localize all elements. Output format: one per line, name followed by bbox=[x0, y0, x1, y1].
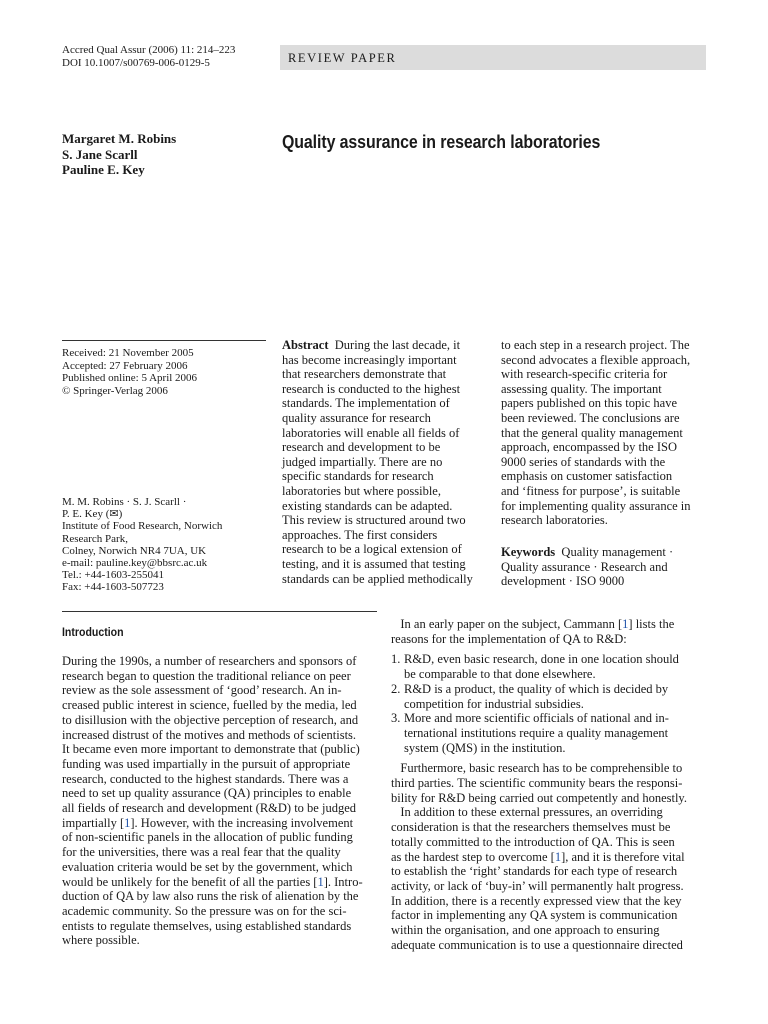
paper-title: Quality assurance in research laboratories bbox=[282, 131, 601, 152]
abstract-line: research and development to be bbox=[282, 440, 441, 455]
list-item-cont: ternational institutions require a quality management bbox=[404, 725, 669, 740]
affiliation-line: Colney, Norwich NR4 7UA, UK bbox=[62, 544, 207, 557]
abstract-column-2 bbox=[501, 338, 691, 528]
abstract-line: papers published on this topic have bbox=[501, 396, 678, 411]
abstract-label: Abstract bbox=[282, 338, 329, 352]
body-line: In addition to these external pressures, an overriding bbox=[400, 805, 663, 820]
article-type-label: REVIEW PAPER bbox=[288, 51, 397, 65]
abstract-line: emphasis on customer satisfaction bbox=[501, 469, 673, 484]
abstract-line: laboratories will enable all fields of bbox=[282, 425, 460, 440]
abstract-line: research to be a logical extension of bbox=[282, 542, 462, 557]
abstract-text: During the last decade, it bbox=[334, 338, 461, 352]
body-line: During the 1990s, a number of researchers and sponsors of bbox=[62, 654, 357, 668]
abstract-line: testing, and it is assumed that testing bbox=[282, 556, 466, 571]
body-line: totally committed to the introduction of QA. This is seen bbox=[391, 834, 675, 849]
body-line: to disillusion with the objective perception of research, and bbox=[62, 712, 359, 727]
divider bbox=[62, 340, 266, 341]
abstract-line: second advocates a flexible approach, bbox=[501, 352, 691, 367]
abstract-line: existing standards can be adapted. bbox=[282, 498, 453, 513]
abstract-line: standards. The implementation of bbox=[282, 396, 450, 411]
author-name: Margaret M. Robins bbox=[62, 131, 177, 146]
body-line: as the hardest step to overcome [1], and it is therefore vital bbox=[391, 849, 685, 864]
body-line: It became even more important to demonstrate that (public) bbox=[62, 742, 360, 757]
keywords-text: Quality management · bbox=[561, 545, 674, 559]
copyright-line: © Springer-Verlag 2006 bbox=[62, 384, 168, 397]
keywords-line: Quality assurance · Research and bbox=[501, 559, 668, 574]
keywords-line: development · ISO 9000 bbox=[501, 574, 625, 589]
body-line: research began to question the traditional reliance on peer bbox=[62, 668, 351, 683]
abstract-line: assessing quality. The important bbox=[501, 381, 662, 396]
citation-link[interactable]: 1 bbox=[124, 815, 131, 830]
body-line: where possible. bbox=[62, 933, 140, 948]
abstract-line: that the general quality management bbox=[501, 425, 683, 440]
fax-line: Fax: +44-1603-507723 bbox=[62, 581, 164, 594]
abstract-line: approaches. The first considers bbox=[282, 527, 438, 542]
body-line: research, conducted to the highest standards. There was a bbox=[62, 771, 349, 786]
keywords-block bbox=[501, 545, 673, 589]
email-line: e-mail: pauline.key@bbsrc.ac.uk bbox=[62, 557, 208, 570]
body-line: adequate communication is to use a questionnaire directed bbox=[391, 937, 683, 952]
list-item-cont: be comparable to that done elsewhere. bbox=[404, 667, 596, 682]
date-line: Accepted: 27 February 2006 bbox=[62, 359, 188, 372]
author-list bbox=[62, 131, 176, 178]
body-line: within the organisation, and one approach to ensuring bbox=[391, 923, 660, 938]
citation-link[interactable]: 1 bbox=[554, 849, 562, 864]
body-line: academic community. So the pressure was on for the sci- bbox=[62, 903, 347, 918]
date-line: Published online: 5 April 2006 bbox=[62, 372, 198, 384]
body-line: reasons for the implementation of QA to R&D: bbox=[391, 631, 627, 646]
body-line: review as the sole assessment of ‘good’ research. An in- bbox=[62, 683, 342, 698]
keywords-label: Keywords bbox=[501, 545, 556, 559]
abstract-line: approach, encompassed by the ISO bbox=[501, 440, 677, 455]
body-line: of non-scientific panels in the allocation of public funding bbox=[62, 830, 353, 845]
journal-reference bbox=[62, 44, 235, 70]
body-line: Furthermore, basic research has to be comprehensible to bbox=[400, 761, 683, 776]
section-heading: Introduction bbox=[62, 625, 124, 639]
body-line: activity, or lack of ‘buy-in’ will permanently halt progress. bbox=[391, 878, 684, 893]
abstract-line: to each step in a research project. The bbox=[501, 338, 690, 352]
body-line: need to set up quality assurance (QA) principles to enable bbox=[62, 786, 352, 801]
abstract-line: has become increasingly important bbox=[282, 352, 457, 367]
affiliation-line: P. E. Key (✉) bbox=[62, 508, 123, 521]
author-name: Pauline E. Key bbox=[62, 162, 145, 177]
affiliation-line: Research Park, bbox=[62, 532, 128, 545]
list-item-cont: system (QMS) in the institution. bbox=[404, 740, 566, 755]
list-item: 2. R&D is a product, the quality of which is decided by bbox=[391, 681, 669, 696]
citation-link[interactable]: 1 bbox=[622, 617, 629, 631]
body-line: bility for R&D being carried out competently and honestly. bbox=[391, 790, 687, 805]
list-item: 3. More and more scientific officials of national and in- bbox=[391, 711, 669, 726]
body-line: In addition, there is a recently expressed view that the key bbox=[391, 893, 682, 908]
abstract-line: that researchers demonstrate that bbox=[282, 367, 447, 382]
body-line: factor in implementing any QA system is communication bbox=[391, 908, 678, 923]
body-column-right bbox=[391, 617, 687, 952]
abstract-line: This review is structured around two bbox=[282, 513, 466, 528]
body-line: increased distrust of the motives and methods of scientists. bbox=[62, 727, 357, 742]
body-line: entists to regulate themselves, using established standards bbox=[62, 918, 352, 933]
abstract-line: laboratories but where possible, bbox=[282, 483, 441, 498]
abstract-line: 9000 series of standards with the bbox=[501, 454, 666, 469]
body-line: evaluation criteria would be set by the government, which bbox=[62, 859, 353, 874]
body-line: to establish the ‘right’ standards for each type of research bbox=[391, 864, 678, 879]
list-item: 1. R&D, even basic research, done in one location should bbox=[391, 652, 679, 667]
body-line: duction of QA by law also runs the risk of alienation by the bbox=[62, 889, 359, 904]
abstract-line: research is conducted to the highest bbox=[282, 381, 461, 396]
abstract-line: and ‘fitness for purpose’, is suitable bbox=[501, 483, 681, 498]
author-name: S. Jane Scarll bbox=[62, 146, 138, 162]
abstract-line: for implementing quality assurance in bbox=[501, 498, 691, 513]
abstract-line: quality assurance for research bbox=[282, 410, 431, 425]
abstract-line: been reviewed. The conclusions are bbox=[501, 410, 680, 425]
article-type-banner bbox=[280, 45, 706, 70]
body-line: would be unlikely for the benefit of all the parties [1]. Intro- bbox=[62, 874, 363, 889]
publication-dates bbox=[62, 347, 197, 397]
affiliation-line: M. M. Robins · S. J. Scarll · bbox=[62, 496, 187, 508]
abstract-line: standards can be applied methodically bbox=[282, 571, 473, 586]
list-item-cont: competition for industrial subsidies. bbox=[404, 696, 584, 711]
affiliation-block bbox=[62, 496, 222, 594]
body-line: In an early paper on the subject, Cammann [1] lists the bbox=[400, 617, 675, 631]
body-line: all fields of research and development (R&D) to be judged bbox=[62, 801, 357, 816]
abstract-line: specific standards for research bbox=[282, 469, 434, 484]
body-line: impartially [1]. However, with the increasing involvement bbox=[62, 815, 354, 830]
abstract-line: research laboratories. bbox=[501, 513, 608, 528]
body-line: funding was used impartially in the pursuit of appropriate bbox=[62, 756, 351, 771]
body-line: creased public interest in science, fuelled by the media, led bbox=[62, 698, 357, 713]
date-line: Received: 21 November 2005 bbox=[62, 347, 194, 359]
body-line: third parties. The scientific community bears the responsi- bbox=[391, 776, 683, 791]
abstract-column-1 bbox=[282, 338, 473, 586]
doi: DOI 10.1007/s00769-006-0129-5 bbox=[62, 57, 210, 69]
body-column-left bbox=[62, 654, 363, 948]
abstract-line: judged impartially. There are no bbox=[282, 454, 443, 469]
body-line: for the universities, there was a real fear that the quality bbox=[62, 845, 341, 860]
journal-citation: Accred Qual Assur (2006) 11: 214–223 bbox=[62, 44, 236, 56]
body-line: consideration is that the researchers themselves must be bbox=[391, 820, 671, 835]
citation-link[interactable]: 1 bbox=[317, 874, 324, 889]
affiliation-line: Institute of Food Research, Norwich bbox=[62, 520, 223, 533]
phone-line: Tel.: +44-1603-255041 bbox=[62, 569, 164, 582]
abstract-line: with research-specific criteria for bbox=[501, 367, 668, 382]
divider bbox=[62, 611, 377, 612]
